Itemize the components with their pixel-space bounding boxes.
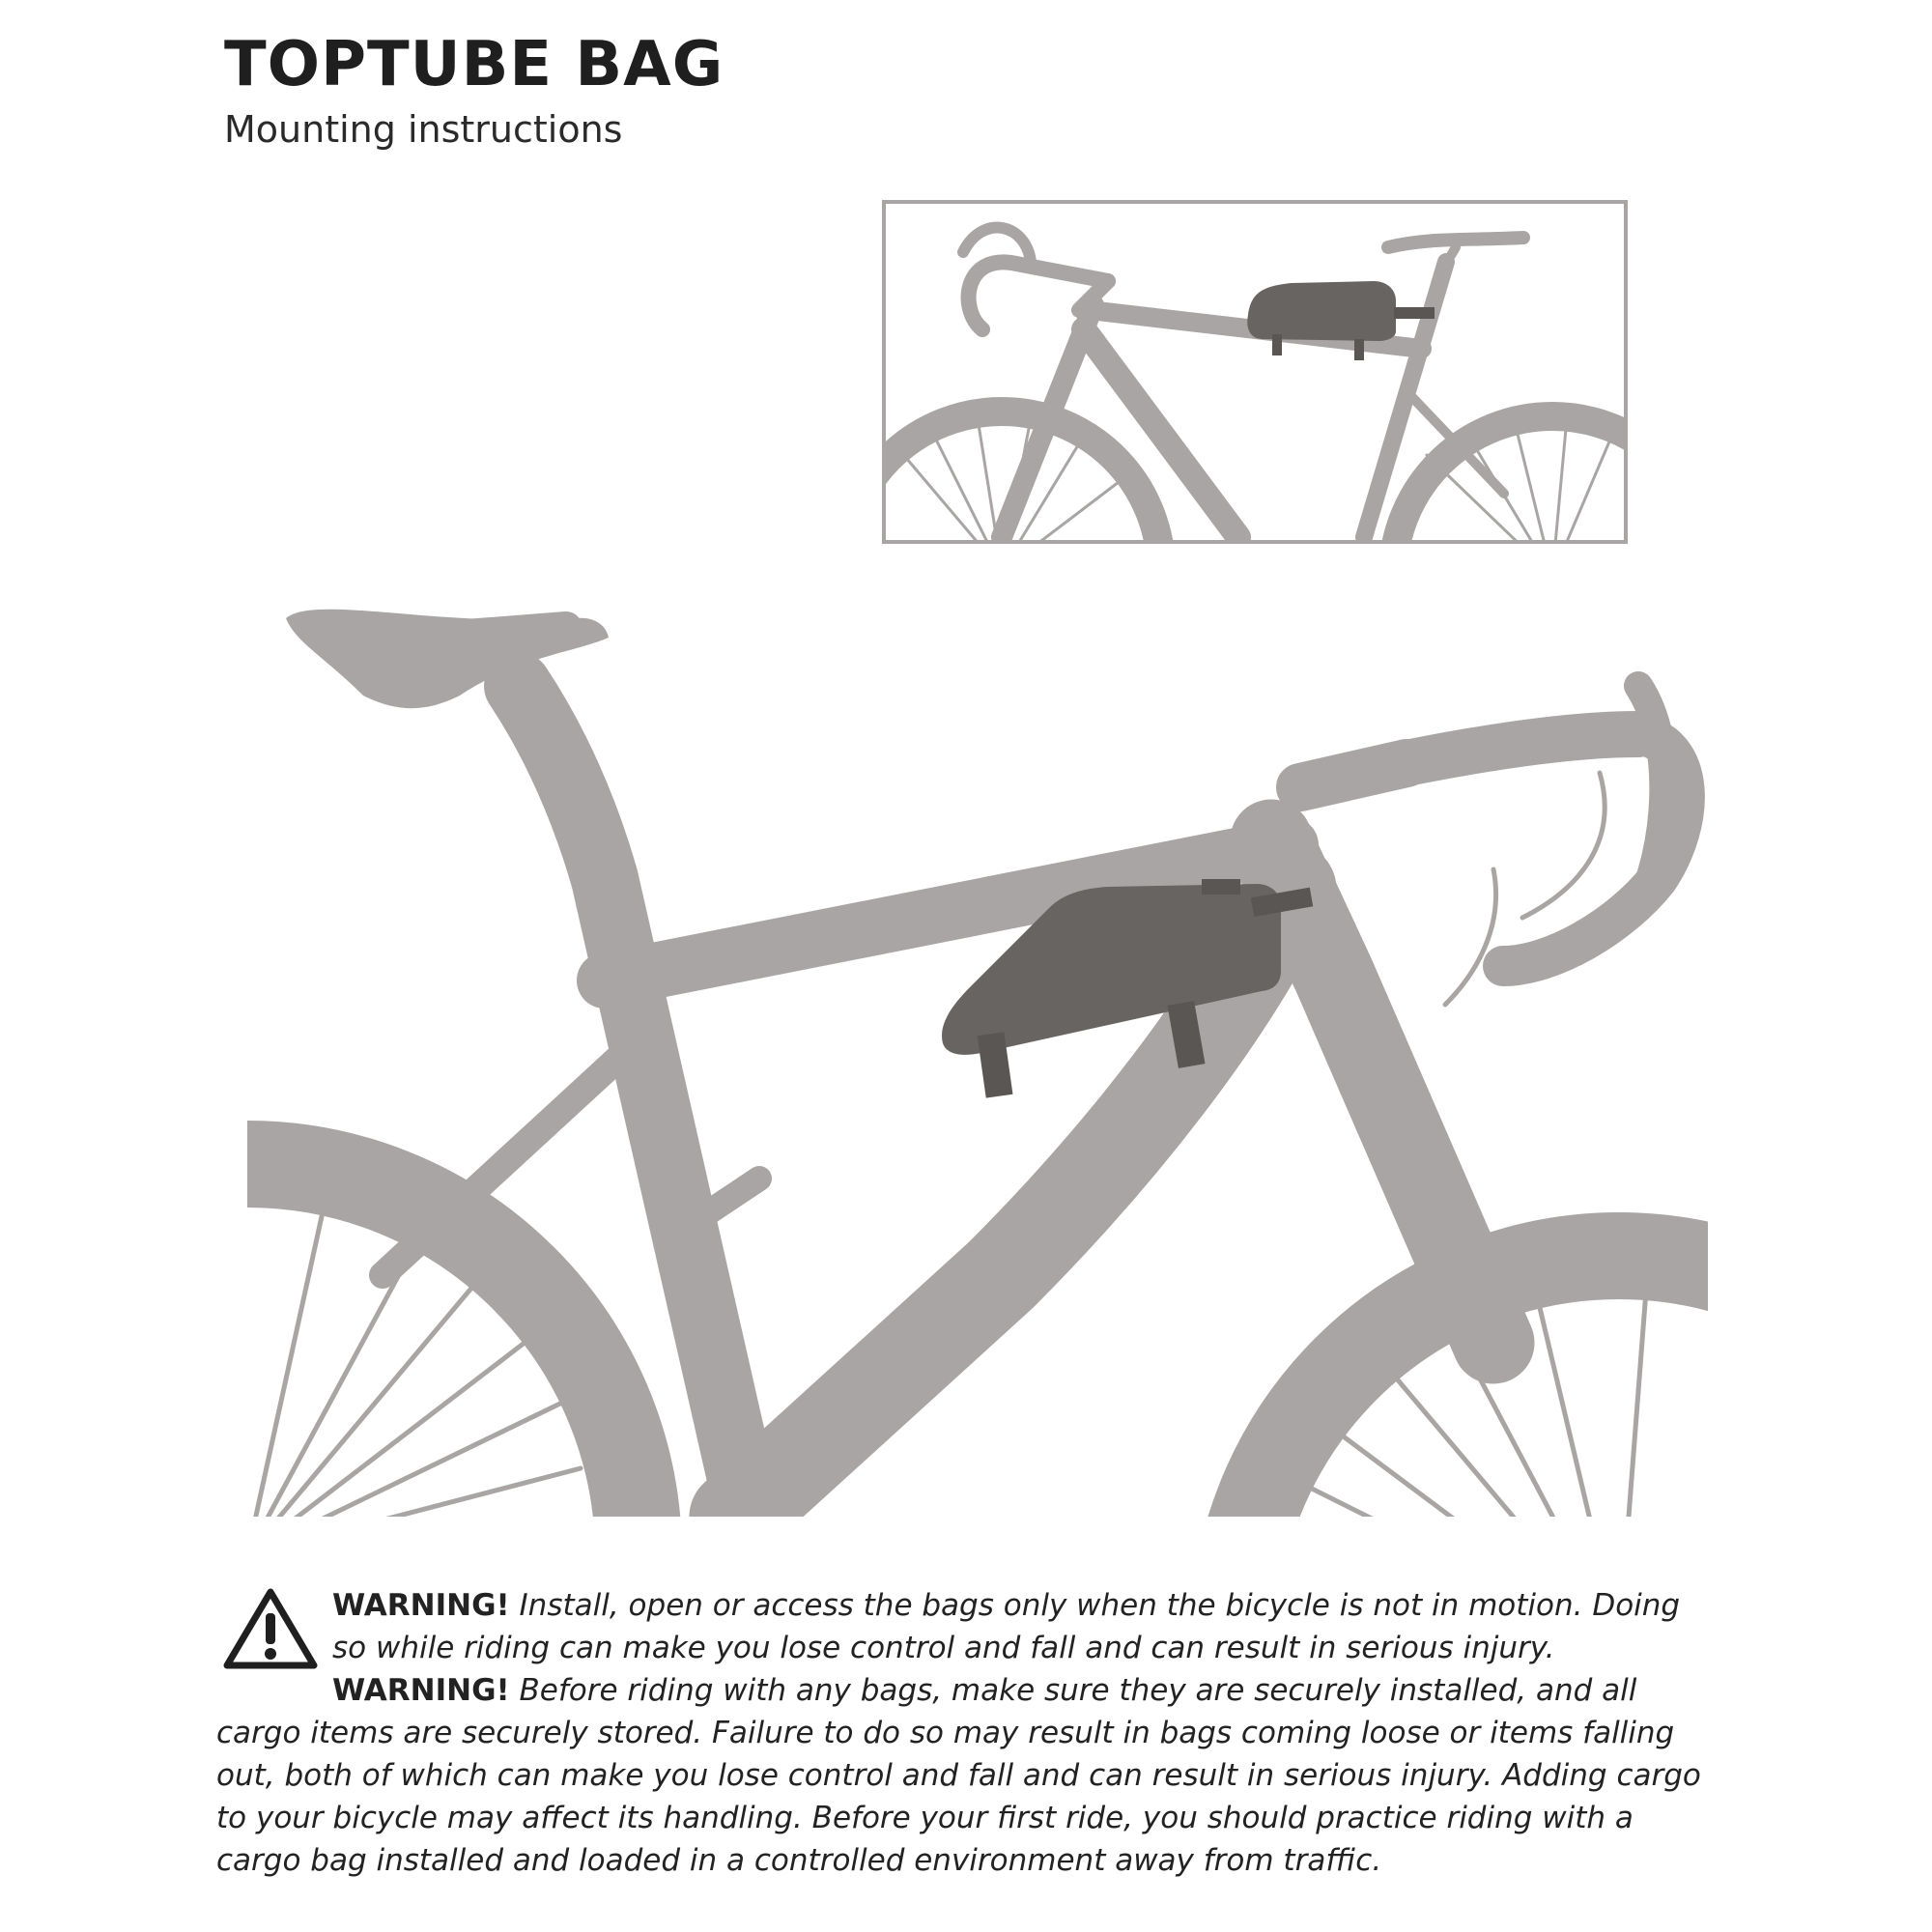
page-subtitle: Mounting instructions <box>224 108 623 151</box>
warning-label-2: WARNING! <box>332 1673 510 1708</box>
main-bike-illustration <box>247 599 1708 1517</box>
main-bike-frame <box>247 628 1708 1517</box>
inset-rear-wheel <box>1393 416 1624 540</box>
inset-bike-svg <box>886 204 1624 540</box>
warning-label-1: WARNING! <box>332 1588 510 1623</box>
warning-section <box>216 1584 1723 1882</box>
main-bike-svg <box>247 599 1708 1517</box>
page-title: TOPTUBE BAG <box>224 29 724 100</box>
warning-triangle-icon <box>222 1586 319 1671</box>
warning-text-1: Install, open or access the bags only when the bicycle is not in motion. Doing so while riding can make you lose control and fall and can result in serious injury. <box>332 1588 1681 1665</box>
inset-bike-frame <box>886 228 1624 540</box>
warning-text-2: Before riding with any bags, make sure they are securely installed, and all cargo items are securely stored. Failure to do so may result in bags coming loose or items falling out, both of which can make you lose control and fall and can result in serious injury. Adding cargo to your bicycle may affect its handling. Before your first ride, you should practice riding with a cargo bag installed and loaded in a controlled environment away from traffic. <box>216 1673 1701 1878</box>
inset-bike-illustration <box>882 200 1628 544</box>
